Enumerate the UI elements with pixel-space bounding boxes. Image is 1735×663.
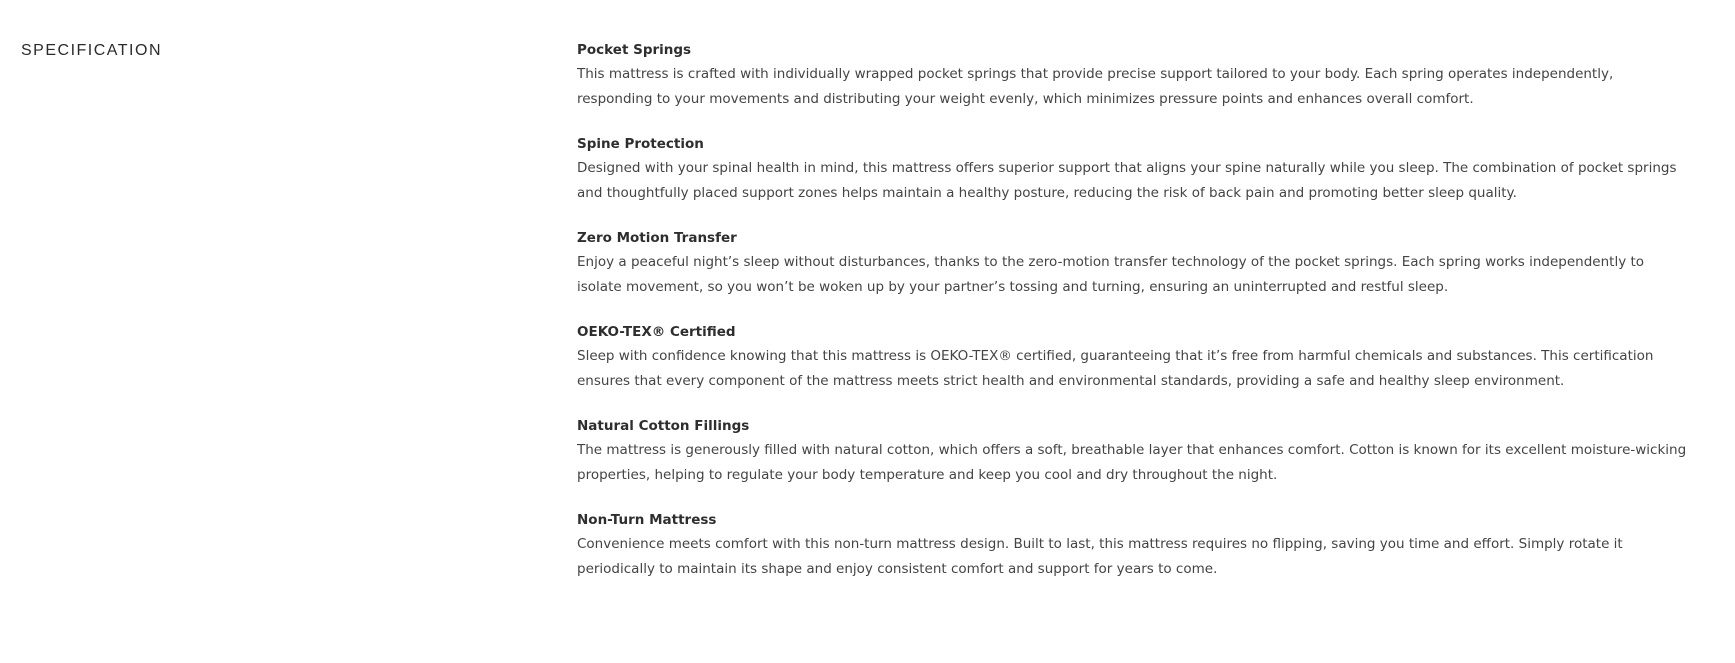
spec-title: Natural Cotton Fillings bbox=[577, 418, 750, 434]
spec-description: Convenience meets comfort with this non-turn mattress design. Built to last, this mattress requires no flipping, saving you time and effort. Simply rotate it periodically to maintain its shape and enjoy consistent comfort and support for years to come. bbox=[577, 536, 1623, 577]
spec-item-oeko-tex-certified bbox=[577, 322, 1687, 394]
section-heading: SPECIFICATION bbox=[21, 42, 162, 59]
spec-description: The mattress is generously filled with natural cotton, which offers a soft, breathable layer that enhances comfort. Cotton is known for its excellent moisture-wicking properties, helping to regulate your body temperature and keep you cool and dry throughout the night. bbox=[577, 442, 1687, 483]
spec-description: Designed with your spinal health in mind, this mattress offers superior support that aligns your spine naturally while you sleep. The combination of pocket springs and thoughtfully placed support zones helps maintain a healthy posture, reducing the risk of back pain and promoting better sleep quality. bbox=[577, 160, 1677, 201]
spec-list bbox=[577, 40, 1687, 604]
spec-item-spine-protection bbox=[577, 134, 1687, 206]
spec-item-non-turn-mattress bbox=[577, 510, 1687, 582]
spec-description: Enjoy a peaceful night’s sleep without disturbances, thanks to the zero-motion transfer technology of the pocket springs. Each spring works independently to isolate movement, so you won’t be woken up by your partner’s tossing and turning, ensuring an uninterrupted and restful sleep. bbox=[577, 254, 1645, 295]
spec-item-natural-cotton-fillings bbox=[577, 416, 1687, 488]
spec-item-zero-motion-transfer bbox=[577, 228, 1687, 300]
spec-item-pocket-springs bbox=[577, 40, 1687, 112]
spec-description: Sleep with confidence knowing that this mattress is OEKO-TEX® certified, guaranteeing that it’s free from harmful chemicals and substances. This certification ensures that every component of the mattress meets strict health and environmental standards, providing a safe and healthy sleep environment. bbox=[577, 348, 1654, 389]
spec-description: This mattress is crafted with individually wrapped pocket springs that provide precise support tailored to your body. Each spring operates independently, responding to your movements and distributing your weight evenly, which minimizes pressure points and enhances overall comfort. bbox=[577, 66, 1614, 107]
spec-title: Pocket Springs bbox=[577, 42, 692, 58]
spec-title: Spine Protection bbox=[577, 136, 704, 152]
spec-title: OEKO-TEX® Certified bbox=[577, 324, 736, 340]
spec-title: Non-Turn Mattress bbox=[577, 512, 717, 528]
spec-title: Zero Motion Transfer bbox=[577, 230, 737, 246]
